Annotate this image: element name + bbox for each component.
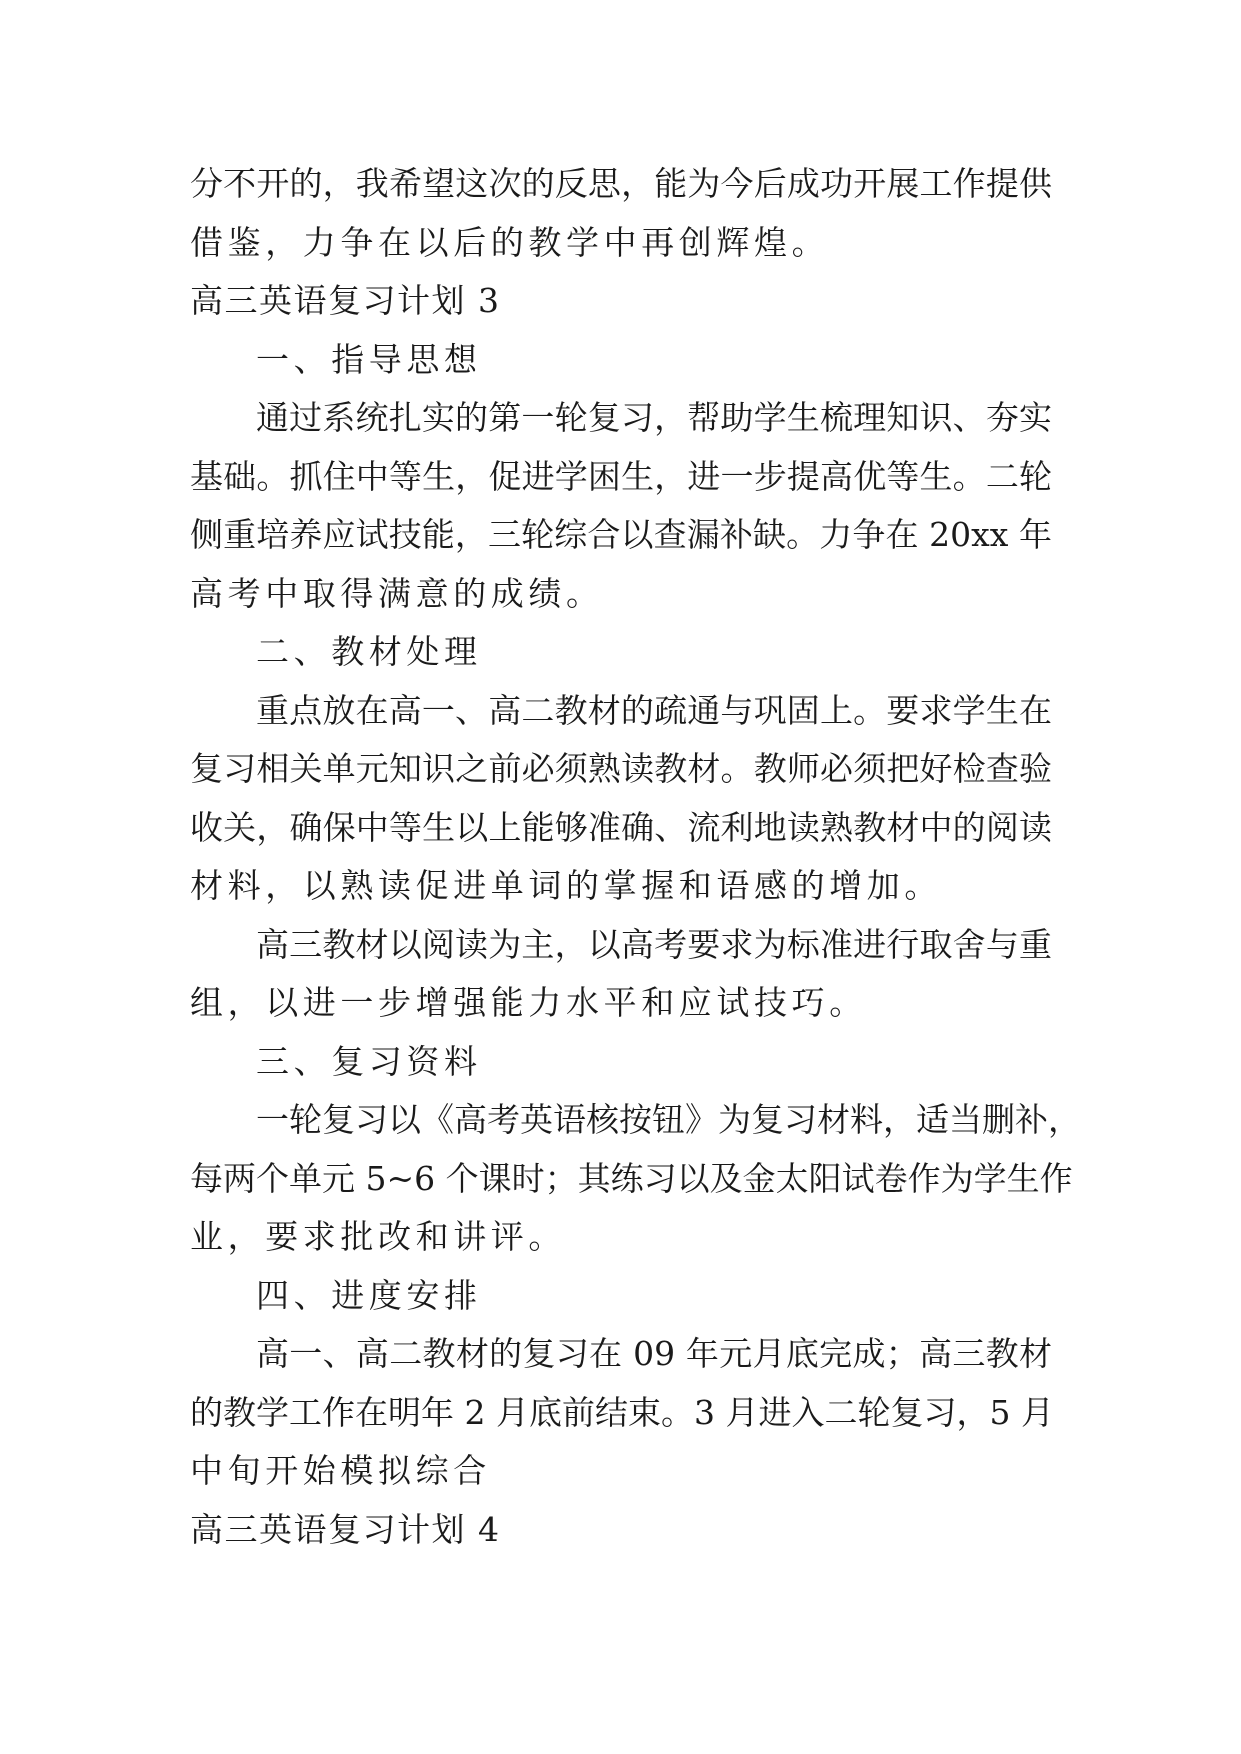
- paragraph-line: 重点放在高一、高二教材的疏通与巩固上。要求学生在: [256, 690, 1052, 730]
- document-page: [190, 155, 1081, 1559]
- paragraph-line: 复习相关单元知识之前必须熟读教材。教师必须把好检查验: [190, 749, 1052, 788]
- paragraph-line: 业，要求批改和讲评。: [190, 1217, 566, 1256]
- paragraph-line: 借鉴，力争在以后的教学中再创辉煌。: [190, 222, 830, 262]
- paragraph-line: 组，以进一步增强能力水平和应试技巧。: [190, 983, 867, 1022]
- paragraph-line: 高一、高二教材的复习在 09 年元月底完成；高三教材: [256, 1334, 1052, 1373]
- section-title: 高三英语复习计划 3: [190, 281, 501, 320]
- section-heading: 三、复习资料: [256, 1041, 482, 1081]
- section-heading: 二、教材处理: [256, 632, 482, 671]
- paragraph-line: 的教学工作在明年 2 月底前结束。3 月进入二轮复习，5 月: [190, 1392, 1054, 1432]
- paragraph-line: 高三教材以阅读为主，以高考要求为标准进行取舍与重: [256, 924, 1052, 964]
- paragraph-line: 每两个单元 5~6 个课时；其练习以及金太阳试卷作为学生作: [190, 1158, 1073, 1198]
- paragraph-line: 中旬开始模拟综合: [190, 1451, 491, 1490]
- paragraph-line: 一轮复习以《高考英语核按钮》为复习材料，适当删补，: [256, 1100, 1081, 1139]
- paragraph-line: 分不开的，我希望这次的反思，能为今后成功开展工作提供: [190, 164, 1052, 203]
- paragraph-line: 高考中取得满意的成绩。: [190, 573, 604, 613]
- section-heading: 一、指导思想: [256, 339, 482, 379]
- paragraph-line: 侧重培养应试技能，三轮综合以查漏补缺。力争在 20xx 年: [190, 515, 1052, 554]
- paragraph-line: 通过系统扎实的第一轮复习，帮助学生梳理知识、夯实: [256, 398, 1052, 437]
- section-heading: 四、进度安排: [256, 1275, 482, 1315]
- paragraph-line: 材料，以熟读促进单词的掌握和语感的增加。: [190, 866, 942, 905]
- section-title: 高三英语复习计划 4: [190, 1509, 501, 1549]
- paragraph-line: 基础。抓住中等生，促进学困生，进一步提高优等生。二轮: [190, 456, 1052, 496]
- paragraph-line: 收关，确保中等生以上能够准确、流利地读熟教材中的阅读: [190, 807, 1052, 847]
